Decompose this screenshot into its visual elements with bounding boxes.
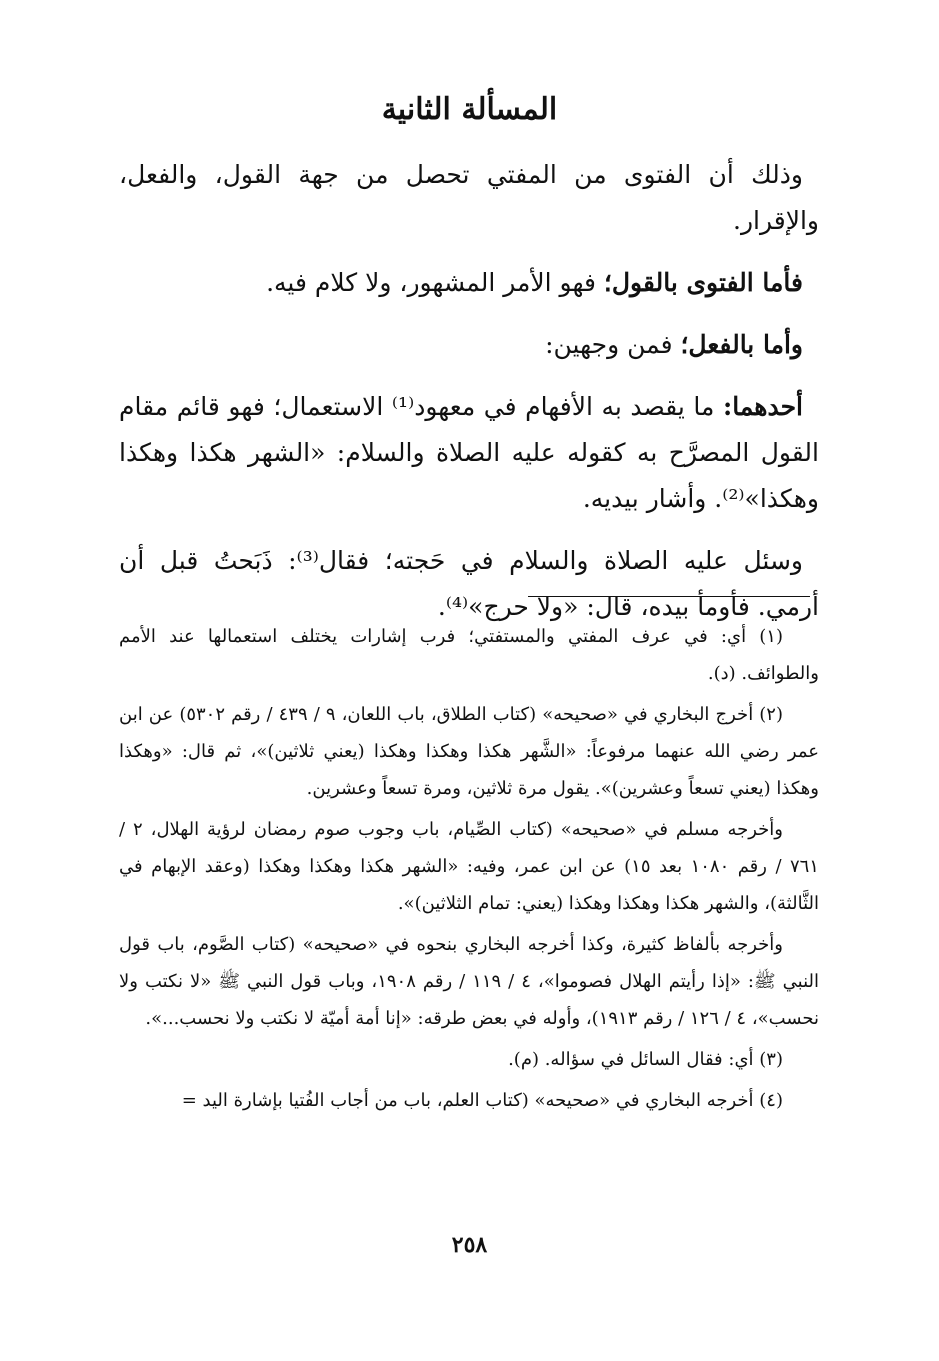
paragraph-3-lead: وأما بالفعل؛	[680, 330, 803, 359]
paragraph-4-lead: أحدهما:	[722, 392, 803, 421]
paragraph-3-body: فمن وجهين:	[545, 330, 681, 359]
footnote-3: (٣) أي: فقال السائل في سؤاله. (م).	[508, 1049, 783, 1070]
footnote-2-part-3: وأخرجه بألفاظ كثيرة، وكذا أخرجه البخاري بنحوه في «صحيحه» (كتاب الصَّوم، باب قول النبي ﷺ: «إذا رأيتم الهلال فصوموا»، ٤ / ١١٩ / رقم ١٩٠٨، وباب قول النبي ﷺ «لا نكتب ولا نحسب»، ٤ / ١٢٦ / رقم ١٩١٣)، وأوله في بعض طرقه: «إنا أمة أميّة لا نكتب ولا نحسب...».	[119, 934, 819, 1029]
footnote-4: (٤) أخرجه البخاري في «صحيحه» (كتاب العلم، باب من أجاب الفُتيا بإشارة اليد =	[181, 1090, 783, 1111]
footnote-2-part-1: (٢) أخرج البخاري في «صحيحه» (كتاب الطلاق، باب اللعان، ٩ / ٤٣٩ / رقم ٥٣٠٢) عن ابن عمر رضي الله عنهما مرفوعاً: «الشَّهر هكذا وهكذا وهكذا (يعني ثلاثين)»، ثم قال: «وهكذا وهكذا (يعني تسعاً وعشرين)». يقول مرة ثلاثين، ومرة تسعاً وعشرين.	[119, 704, 819, 799]
footnotes	[119, 618, 819, 1123]
main-text	[119, 152, 819, 646]
footnote-2-part-2: وأخرجه مسلم في «صحيحه» (كتاب الصِّيام، باب وجوب صوم رمضان لرؤية الهلال، ٢ / ٧٦١ / رقم ١٠٨٠ بعد ١٥) عن ابن عمر، وفيه: «الشهر هكذا وهكذا وهكذا (وعقد الإبهام في الثَّالثة)، والشهر هكذا وهكذا وهكذا (يعني: تمام الثلاثين)».	[119, 819, 819, 914]
paragraph-5: وسئل عليه الصلاة والسلام في حَجته؛ فقال⁽³⁾: ذَبَحتُ قبل أن أرمي. فأومأ بيده، قال: «ولا حرج»⁽⁴⁾.	[119, 546, 819, 621]
paragraph-4-body: ما يقصد به الأفهام في معهود⁽¹⁾ الاستعمال؛ فهو قائم مقام القول المصرَّح به كقوله عليه الصلاة والسلام: «الشهر هكذا وهكذا وهكذا»⁽²⁾. وأشار بيديه.	[119, 392, 819, 513]
paragraph-2	[119, 260, 819, 306]
page-title: المسألة الثانية	[381, 92, 558, 127]
paragraph-3	[119, 322, 819, 368]
paragraph-2-body: فهو الأمر المشهور، ولا كلام فيه.	[266, 268, 604, 297]
paragraph-2-lead: فأما الفتوى بالقول؛	[603, 268, 803, 297]
paragraph-1: وذلك أن الفتوى من المفتي تحصل من جهة القول، والفعل، والإقرار.	[119, 160, 819, 235]
paragraph-4	[119, 384, 819, 522]
page-number: ٢٥٨	[451, 1232, 488, 1258]
footnote-1: (١) أي: في عرف المفتي والمستفتي؛ فرب إشارات يختلف استعمالها عند الأمم والطوائف. (د).	[119, 626, 819, 684]
footnote-separator	[528, 596, 810, 597]
